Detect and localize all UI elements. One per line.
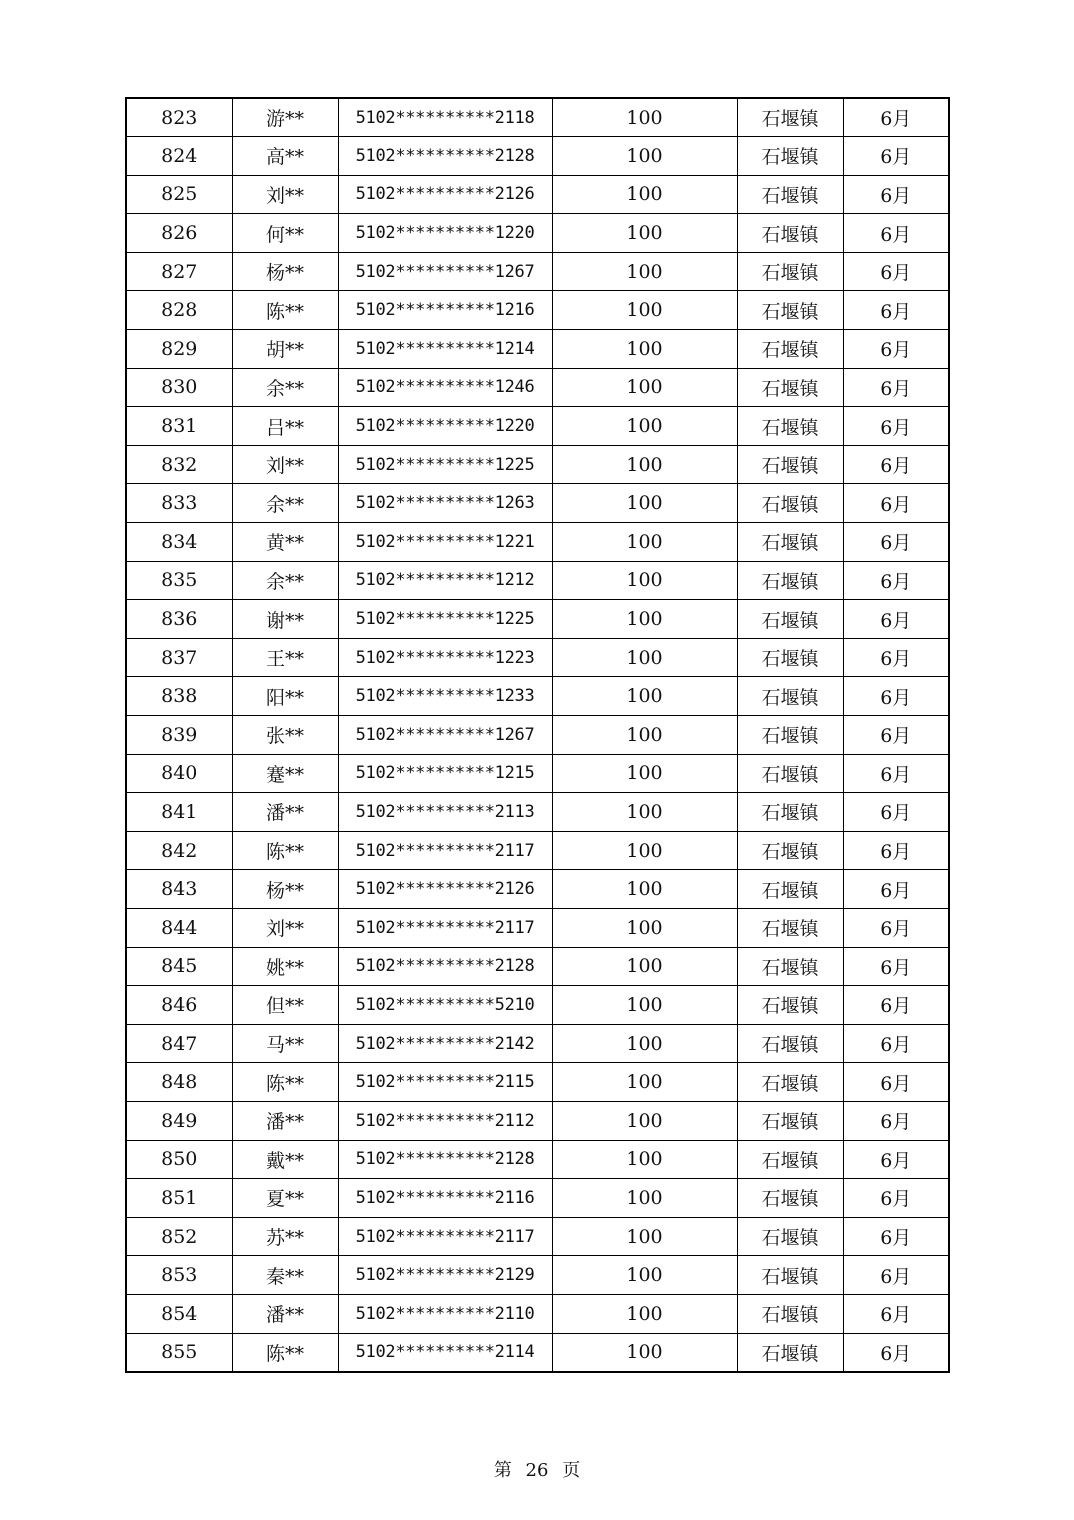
id-number-cell: 5102**********1267: [338, 252, 552, 291]
name-cell: 陈**: [232, 291, 338, 330]
town-cell: 石堰镇: [737, 445, 843, 484]
table-row: [126, 1333, 949, 1372]
serial-number-cell: 852: [126, 1217, 232, 1256]
amount-cell: 100: [552, 600, 737, 639]
town-cell: 石堰镇: [737, 986, 843, 1025]
serial-number-cell: 847: [126, 1024, 232, 1063]
serial-number-cell: 828: [126, 291, 232, 330]
serial-number-cell: 831: [126, 407, 232, 446]
table-row: [126, 407, 949, 446]
table-row: [126, 175, 949, 214]
table-row: [126, 1294, 949, 1333]
name-cell: 刘**: [232, 175, 338, 214]
town-cell: 石堰镇: [737, 330, 843, 369]
amount-cell: 100: [552, 908, 737, 947]
name-cell: 秦**: [232, 1256, 338, 1295]
name-cell: 吕**: [232, 407, 338, 446]
town-cell: 石堰镇: [737, 793, 843, 832]
month-cell: 6月: [843, 1024, 949, 1063]
records-body: [126, 98, 949, 1372]
month-cell: 6月: [843, 947, 949, 986]
table-row: [126, 908, 949, 947]
town-cell: 石堰镇: [737, 1140, 843, 1179]
serial-number-cell: 827: [126, 252, 232, 291]
town-cell: 石堰镇: [737, 677, 843, 716]
amount-cell: 100: [552, 754, 737, 793]
amount-cell: 100: [552, 98, 737, 137]
town-cell: 石堰镇: [737, 908, 843, 947]
id-number-cell: 5102**********2110: [338, 1294, 552, 1333]
amount-cell: 100: [552, 716, 737, 755]
name-cell: 杨**: [232, 870, 338, 909]
page-footer: [0, 1456, 1074, 1482]
serial-number-cell: 840: [126, 754, 232, 793]
month-cell: 6月: [843, 600, 949, 639]
amount-cell: 100: [552, 1063, 737, 1102]
name-cell: 但**: [232, 986, 338, 1025]
serial-number-cell: 826: [126, 214, 232, 253]
name-cell: 游**: [232, 98, 338, 137]
id-number-cell: 5102**********2115: [338, 1063, 552, 1102]
id-number-cell: 5102**********1223: [338, 638, 552, 677]
id-number-cell: 5102**********1233: [338, 677, 552, 716]
table-row: [126, 98, 949, 137]
table-row: [126, 137, 949, 176]
amount-cell: 100: [552, 407, 737, 446]
id-number-cell: 5102**********2114: [338, 1333, 552, 1372]
amount-cell: 100: [552, 561, 737, 600]
month-cell: 6月: [843, 1063, 949, 1102]
town-cell: 石堰镇: [737, 1333, 843, 1372]
amount-cell: 100: [552, 137, 737, 176]
id-number-cell: 5102**********1267: [338, 716, 552, 755]
serial-number-cell: 851: [126, 1179, 232, 1218]
month-cell: 6月: [843, 252, 949, 291]
amount-cell: 100: [552, 1294, 737, 1333]
month-cell: 6月: [843, 98, 949, 137]
page-footer-prefix: 第: [493, 1460, 512, 1481]
month-cell: 6月: [843, 137, 949, 176]
serial-number-cell: 845: [126, 947, 232, 986]
month-cell: 6月: [843, 523, 949, 562]
id-number-cell: 5102**********2126: [338, 175, 552, 214]
month-cell: 6月: [843, 754, 949, 793]
serial-number-cell: 844: [126, 908, 232, 947]
id-number-cell: 5102**********2117: [338, 908, 552, 947]
serial-number-cell: 849: [126, 1101, 232, 1140]
amount-cell: 100: [552, 445, 737, 484]
amount-cell: 100: [552, 1101, 737, 1140]
month-cell: 6月: [843, 1179, 949, 1218]
name-cell: 潘**: [232, 793, 338, 832]
name-cell: 何**: [232, 214, 338, 253]
amount-cell: 100: [552, 523, 737, 562]
id-number-cell: 5102**********2112: [338, 1101, 552, 1140]
serial-number-cell: 855: [126, 1333, 232, 1372]
serial-number-cell: 854: [126, 1294, 232, 1333]
name-cell: 蹇**: [232, 754, 338, 793]
id-number-cell: 5102**********5210: [338, 986, 552, 1025]
id-number-cell: 5102**********2118: [338, 98, 552, 137]
name-cell: 余**: [232, 484, 338, 523]
town-cell: 石堰镇: [737, 870, 843, 909]
serial-number-cell: 842: [126, 831, 232, 870]
month-cell: 6月: [843, 445, 949, 484]
name-cell: 夏**: [232, 1179, 338, 1218]
month-cell: 6月: [843, 561, 949, 600]
table-row: [126, 1179, 949, 1218]
id-number-cell: 5102**********1225: [338, 600, 552, 639]
table-row: [126, 754, 949, 793]
name-cell: 陈**: [232, 1333, 338, 1372]
town-cell: 石堰镇: [737, 291, 843, 330]
id-number-cell: 5102**********1263: [338, 484, 552, 523]
serial-number-cell: 853: [126, 1256, 232, 1295]
id-number-cell: 5102**********1215: [338, 754, 552, 793]
month-cell: 6月: [843, 908, 949, 947]
table-row: [126, 252, 949, 291]
town-cell: 石堰镇: [737, 98, 843, 137]
amount-cell: 100: [552, 793, 737, 832]
table-row: [126, 638, 949, 677]
name-cell: 阳**: [232, 677, 338, 716]
month-cell: 6月: [843, 330, 949, 369]
id-number-cell: 5102**********2113: [338, 793, 552, 832]
amount-cell: 100: [552, 831, 737, 870]
month-cell: 6月: [843, 677, 949, 716]
town-cell: 石堰镇: [737, 407, 843, 446]
month-cell: 6月: [843, 368, 949, 407]
name-cell: 陈**: [232, 1063, 338, 1102]
month-cell: 6月: [843, 214, 949, 253]
id-number-cell: 5102**********1246: [338, 368, 552, 407]
serial-number-cell: 834: [126, 523, 232, 562]
table-row: [126, 1256, 949, 1295]
serial-number-cell: 848: [126, 1063, 232, 1102]
serial-number-cell: 825: [126, 175, 232, 214]
name-cell: 戴**: [232, 1140, 338, 1179]
serial-number-cell: 850: [126, 1140, 232, 1179]
town-cell: 石堰镇: [737, 600, 843, 639]
serial-number-cell: 823: [126, 98, 232, 137]
table-row: [126, 870, 949, 909]
town-cell: 石堰镇: [737, 1256, 843, 1295]
town-cell: 石堰镇: [737, 1179, 843, 1218]
month-cell: 6月: [843, 793, 949, 832]
amount-cell: 100: [552, 484, 737, 523]
town-cell: 石堰镇: [737, 1294, 843, 1333]
month-cell: 6月: [843, 1333, 949, 1372]
amount-cell: 100: [552, 368, 737, 407]
table-row: [126, 291, 949, 330]
id-number-cell: 5102**********1212: [338, 561, 552, 600]
name-cell: 姚**: [232, 947, 338, 986]
town-cell: 石堰镇: [737, 1101, 843, 1140]
amount-cell: 100: [552, 1256, 737, 1295]
name-cell: 余**: [232, 368, 338, 407]
amount-cell: 100: [552, 947, 737, 986]
month-cell: 6月: [843, 1294, 949, 1333]
amount-cell: 100: [552, 1179, 737, 1218]
id-number-cell: 5102**********2128: [338, 947, 552, 986]
town-cell: 石堰镇: [737, 368, 843, 407]
records-table: [125, 97, 950, 1373]
id-number-cell: 5102**********2117: [338, 831, 552, 870]
amount-cell: 100: [552, 1140, 737, 1179]
serial-number-cell: 839: [126, 716, 232, 755]
serial-number-cell: 829: [126, 330, 232, 369]
month-cell: 6月: [843, 291, 949, 330]
name-cell: 胡**: [232, 330, 338, 369]
table-row: [126, 947, 949, 986]
id-number-cell: 5102**********2116: [338, 1179, 552, 1218]
table-row: [126, 523, 949, 562]
id-number-cell: 5102**********1220: [338, 214, 552, 253]
table-row: [126, 561, 949, 600]
table-row: [126, 831, 949, 870]
serial-number-cell: 832: [126, 445, 232, 484]
town-cell: 石堰镇: [737, 638, 843, 677]
table-row: [126, 677, 949, 716]
month-cell: 6月: [843, 1140, 949, 1179]
id-number-cell: 5102**********1221: [338, 523, 552, 562]
serial-number-cell: 838: [126, 677, 232, 716]
town-cell: 石堰镇: [737, 716, 843, 755]
serial-number-cell: 836: [126, 600, 232, 639]
name-cell: 黄**: [232, 523, 338, 562]
amount-cell: 100: [552, 870, 737, 909]
table-row: [126, 368, 949, 407]
month-cell: 6月: [843, 638, 949, 677]
month-cell: 6月: [843, 1101, 949, 1140]
serial-number-cell: 824: [126, 137, 232, 176]
table-row: [126, 445, 949, 484]
name-cell: 杨**: [232, 252, 338, 291]
id-number-cell: 5102**********2128: [338, 137, 552, 176]
amount-cell: 100: [552, 677, 737, 716]
town-cell: 石堰镇: [737, 252, 843, 291]
name-cell: 潘**: [232, 1101, 338, 1140]
page-footer-suffix: 页: [562, 1460, 581, 1481]
id-number-cell: 5102**********1214: [338, 330, 552, 369]
name-cell: 高**: [232, 137, 338, 176]
amount-cell: 100: [552, 1333, 737, 1372]
table-row: [126, 330, 949, 369]
table-row: [126, 716, 949, 755]
amount-cell: 100: [552, 291, 737, 330]
id-number-cell: 5102**********2117: [338, 1217, 552, 1256]
serial-number-cell: 837: [126, 638, 232, 677]
id-number-cell: 5102**********2128: [338, 1140, 552, 1179]
table-row: [126, 484, 949, 523]
town-cell: 石堰镇: [737, 947, 843, 986]
amount-cell: 100: [552, 638, 737, 677]
name-cell: 潘**: [232, 1294, 338, 1333]
name-cell: 王**: [232, 638, 338, 677]
table-row: [126, 793, 949, 832]
amount-cell: 100: [552, 1217, 737, 1256]
month-cell: 6月: [843, 484, 949, 523]
month-cell: 6月: [843, 407, 949, 446]
town-cell: 石堰镇: [737, 137, 843, 176]
month-cell: 6月: [843, 175, 949, 214]
serial-number-cell: 843: [126, 870, 232, 909]
serial-number-cell: 841: [126, 793, 232, 832]
id-number-cell: 5102**********2142: [338, 1024, 552, 1063]
town-cell: 石堰镇: [737, 1063, 843, 1102]
table-row: [126, 1101, 949, 1140]
serial-number-cell: 846: [126, 986, 232, 1025]
table-row: [126, 214, 949, 253]
month-cell: 6月: [843, 986, 949, 1025]
amount-cell: 100: [552, 1024, 737, 1063]
town-cell: 石堰镇: [737, 214, 843, 253]
name-cell: 刘**: [232, 908, 338, 947]
month-cell: 6月: [843, 716, 949, 755]
month-cell: 6月: [843, 870, 949, 909]
id-number-cell: 5102**********1225: [338, 445, 552, 484]
id-number-cell: 5102**********1220: [338, 407, 552, 446]
serial-number-cell: 833: [126, 484, 232, 523]
town-cell: 石堰镇: [737, 1217, 843, 1256]
page-number: 26: [525, 1460, 549, 1481]
name-cell: 余**: [232, 561, 338, 600]
serial-number-cell: 835: [126, 561, 232, 600]
amount-cell: 100: [552, 330, 737, 369]
amount-cell: 100: [552, 986, 737, 1025]
amount-cell: 100: [552, 175, 737, 214]
town-cell: 石堰镇: [737, 754, 843, 793]
table-row: [126, 1217, 949, 1256]
name-cell: 陈**: [232, 831, 338, 870]
month-cell: 6月: [843, 831, 949, 870]
id-number-cell: 5102**********2126: [338, 870, 552, 909]
month-cell: 6月: [843, 1256, 949, 1295]
name-cell: 马**: [232, 1024, 338, 1063]
amount-cell: 100: [552, 214, 737, 253]
name-cell: 张**: [232, 716, 338, 755]
table-row: [126, 986, 949, 1025]
amount-cell: 100: [552, 252, 737, 291]
table-row: [126, 600, 949, 639]
id-number-cell: 5102**********1216: [338, 291, 552, 330]
town-cell: 石堰镇: [737, 561, 843, 600]
town-cell: 石堰镇: [737, 1024, 843, 1063]
id-number-cell: 5102**********2129: [338, 1256, 552, 1295]
town-cell: 石堰镇: [737, 484, 843, 523]
table-row: [126, 1024, 949, 1063]
name-cell: 刘**: [232, 445, 338, 484]
town-cell: 石堰镇: [737, 175, 843, 214]
table-row: [126, 1140, 949, 1179]
month-cell: 6月: [843, 1217, 949, 1256]
name-cell: 苏**: [232, 1217, 338, 1256]
serial-number-cell: 830: [126, 368, 232, 407]
town-cell: 石堰镇: [737, 831, 843, 870]
town-cell: 石堰镇: [737, 523, 843, 562]
name-cell: 谢**: [232, 600, 338, 639]
table-row: [126, 1063, 949, 1102]
